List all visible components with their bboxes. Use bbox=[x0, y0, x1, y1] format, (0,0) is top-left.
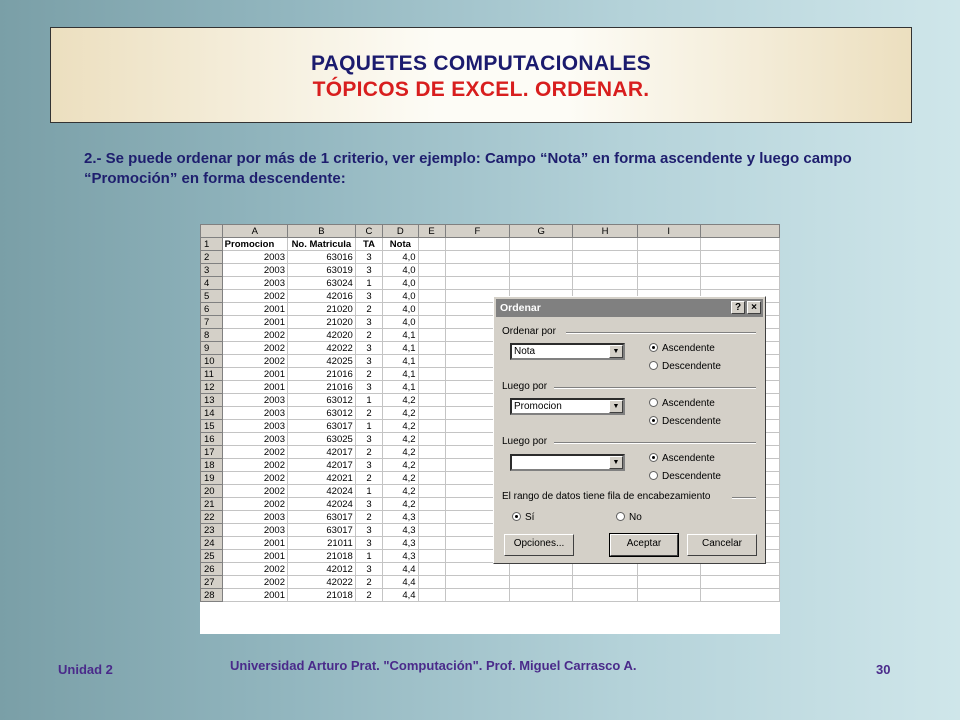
cell[interactable] bbox=[510, 589, 573, 602]
cell[interactable]: 2001 bbox=[222, 537, 287, 550]
ok-button[interactable]: Aceptar bbox=[610, 534, 678, 556]
select-all-corner[interactable] bbox=[201, 225, 223, 238]
column-header[interactable]: I bbox=[637, 225, 700, 238]
cell[interactable]: 4,2 bbox=[383, 394, 418, 407]
cell[interactable]: 21020 bbox=[288, 303, 356, 316]
sort-dialog bbox=[493, 296, 766, 564]
radio-icon bbox=[616, 512, 625, 521]
cell[interactable]: 2002 bbox=[222, 446, 287, 459]
row-header[interactable]: 22 bbox=[201, 511, 223, 524]
cell[interactable] bbox=[700, 238, 780, 251]
sort-by-select[interactable] bbox=[510, 343, 625, 360]
cell[interactable] bbox=[637, 264, 700, 277]
cell[interactable] bbox=[510, 264, 573, 277]
cell[interactable] bbox=[418, 433, 445, 446]
cell[interactable] bbox=[418, 342, 445, 355]
cell[interactable]: 2 bbox=[355, 446, 382, 459]
cell[interactable]: 63016 bbox=[288, 251, 356, 264]
cell[interactable] bbox=[573, 251, 638, 264]
cell[interactable]: 63024 bbox=[288, 277, 356, 290]
cell[interactable]: 4,1 bbox=[383, 368, 418, 381]
then-by-ascending-radio[interactable]: Ascendente bbox=[649, 398, 715, 410]
cell[interactable]: 2002 bbox=[222, 290, 287, 303]
footer-credits: Universidad Arturo Prat. "Computación". Prof. Miguel Carrasco A. bbox=[230, 658, 637, 673]
cell[interactable]: 63012 bbox=[288, 394, 356, 407]
cell[interactable]: 3 bbox=[355, 316, 382, 329]
table-row bbox=[201, 563, 780, 576]
cell[interactable] bbox=[637, 238, 700, 251]
row-header[interactable]: 23 bbox=[201, 524, 223, 537]
sort-by-label: Ordenar por bbox=[502, 326, 556, 337]
cell[interactable] bbox=[418, 420, 445, 433]
cell[interactable] bbox=[418, 524, 445, 537]
radio-icon bbox=[649, 398, 658, 407]
row-header[interactable]: 4 bbox=[201, 277, 223, 290]
cell[interactable]: 2001 bbox=[222, 550, 287, 563]
cell[interactable] bbox=[637, 251, 700, 264]
options-button[interactable]: Opciones... bbox=[504, 534, 574, 556]
row-header[interactable]: 14 bbox=[201, 407, 223, 420]
cell[interactable] bbox=[700, 277, 780, 290]
cell[interactable]: 42022 bbox=[288, 342, 356, 355]
row-header[interactable]: 28 bbox=[201, 589, 223, 602]
cell[interactable] bbox=[445, 251, 510, 264]
cell[interactable] bbox=[510, 576, 573, 589]
cell[interactable] bbox=[418, 498, 445, 511]
cell[interactable]: 2003 bbox=[222, 511, 287, 524]
cell[interactable]: Promocion bbox=[222, 238, 287, 251]
column-header[interactable]: C bbox=[355, 225, 382, 238]
cell[interactable] bbox=[510, 277, 573, 290]
header-no-radio[interactable]: No bbox=[616, 512, 642, 524]
cell[interactable] bbox=[573, 563, 638, 576]
then-by2-label: Luego por bbox=[502, 436, 548, 447]
cell[interactable]: 63025 bbox=[288, 433, 356, 446]
row-header[interactable]: 7 bbox=[201, 316, 223, 329]
row-header[interactable]: 19 bbox=[201, 472, 223, 485]
row-header[interactable]: 5 bbox=[201, 290, 223, 303]
cell[interactable]: 42021 bbox=[288, 472, 356, 485]
cell[interactable]: 21016 bbox=[288, 381, 356, 394]
cell[interactable] bbox=[418, 550, 445, 563]
cell[interactable]: 3 bbox=[355, 290, 382, 303]
cell[interactable]: 21018 bbox=[288, 550, 356, 563]
cell[interactable]: 1 bbox=[355, 420, 382, 433]
table-row bbox=[201, 589, 780, 602]
close-button[interactable]: × bbox=[747, 301, 761, 314]
cell[interactable]: 3 bbox=[355, 537, 382, 550]
cell[interactable]: 4,3 bbox=[383, 537, 418, 550]
cell[interactable]: 2002 bbox=[222, 355, 287, 368]
cell[interactable]: 4,0 bbox=[383, 251, 418, 264]
cell[interactable]: 4,1 bbox=[383, 381, 418, 394]
cell[interactable] bbox=[445, 264, 510, 277]
divider bbox=[554, 387, 756, 389]
cell[interactable]: 2 bbox=[355, 407, 382, 420]
cell[interactable]: 2002 bbox=[222, 342, 287, 355]
row-header[interactable]: 20 bbox=[201, 485, 223, 498]
cell[interactable]: 2001 bbox=[222, 589, 287, 602]
cell[interactable]: 3 bbox=[355, 264, 382, 277]
cell[interactable] bbox=[418, 537, 445, 550]
cell[interactable] bbox=[418, 485, 445, 498]
cell[interactable] bbox=[418, 472, 445, 485]
cell[interactable] bbox=[573, 264, 638, 277]
cell[interactable]: 2 bbox=[355, 472, 382, 485]
table-row bbox=[201, 264, 780, 277]
cell[interactable]: 3 bbox=[355, 355, 382, 368]
cell[interactable]: 2 bbox=[355, 511, 382, 524]
column-header[interactable]: E bbox=[418, 225, 445, 238]
cell[interactable] bbox=[445, 563, 510, 576]
cell[interactable] bbox=[418, 264, 445, 277]
then-by2-ascending-radio[interactable]: Ascendente bbox=[649, 453, 715, 465]
footer-page-number: 30 bbox=[876, 662, 891, 677]
cell[interactable] bbox=[573, 576, 638, 589]
cell[interactable]: 2001 bbox=[222, 381, 287, 394]
cell[interactable]: 2 bbox=[355, 576, 382, 589]
cell[interactable] bbox=[637, 277, 700, 290]
cell[interactable] bbox=[637, 576, 700, 589]
column-header[interactable]: F bbox=[445, 225, 510, 238]
table-row bbox=[201, 277, 780, 290]
cell[interactable]: 4,0 bbox=[383, 290, 418, 303]
then-by2-descending-radio[interactable]: Descendente bbox=[649, 471, 721, 483]
cell[interactable]: 2 bbox=[355, 303, 382, 316]
cell[interactable]: 4,2 bbox=[383, 407, 418, 420]
row-header[interactable]: 21 bbox=[201, 498, 223, 511]
dialog-title: Ordenar bbox=[500, 302, 541, 314]
column-header[interactable]: H bbox=[573, 225, 638, 238]
cell[interactable] bbox=[573, 589, 638, 602]
cell[interactable]: 4,3 bbox=[383, 550, 418, 563]
cell[interactable]: 21016 bbox=[288, 368, 356, 381]
cell[interactable] bbox=[418, 563, 445, 576]
cell[interactable]: 21020 bbox=[288, 316, 356, 329]
cell[interactable]: 1 bbox=[355, 277, 382, 290]
radio-icon bbox=[649, 361, 658, 370]
cell[interactable]: 2002 bbox=[222, 459, 287, 472]
cell[interactable]: 4,4 bbox=[383, 576, 418, 589]
row-header[interactable]: 6 bbox=[201, 303, 223, 316]
column-header[interactable]: D bbox=[383, 225, 418, 238]
cell[interactable]: 2002 bbox=[222, 329, 287, 342]
cell[interactable]: 4,0 bbox=[383, 264, 418, 277]
cell[interactable] bbox=[510, 563, 573, 576]
then-by-value: Promocion bbox=[514, 401, 562, 412]
cell[interactable]: 4,4 bbox=[383, 563, 418, 576]
cell[interactable]: 3 bbox=[355, 251, 382, 264]
cell[interactable]: 63019 bbox=[288, 264, 356, 277]
cell[interactable] bbox=[418, 290, 445, 303]
cell[interactable] bbox=[445, 576, 510, 589]
row-header[interactable]: 24 bbox=[201, 537, 223, 550]
cell[interactable]: 4,2 bbox=[383, 472, 418, 485]
then-by-descending-radio[interactable]: Descendente bbox=[649, 416, 721, 428]
cell[interactable]: 3 bbox=[355, 459, 382, 472]
cell[interactable] bbox=[637, 563, 700, 576]
divider bbox=[732, 497, 756, 499]
radio-selected-icon bbox=[649, 416, 658, 425]
cell[interactable] bbox=[418, 368, 445, 381]
slide-subtitle: TÓPICOS DE EXCEL. ORDENAR. bbox=[312, 78, 650, 101]
divider bbox=[566, 332, 756, 334]
dialog-title-bar bbox=[496, 299, 763, 317]
cell[interactable] bbox=[418, 329, 445, 342]
chevron-down-icon[interactable]: ▼ bbox=[609, 345, 623, 358]
cell[interactable]: 42017 bbox=[288, 459, 356, 472]
cell[interactable]: 2003 bbox=[222, 433, 287, 446]
cell[interactable]: 2 bbox=[355, 589, 382, 602]
then-by-select[interactable] bbox=[510, 398, 625, 415]
cell[interactable]: 42024 bbox=[288, 485, 356, 498]
cell[interactable]: 4,2 bbox=[383, 420, 418, 433]
table-row bbox=[201, 251, 780, 264]
footer-unit: Unidad 2 bbox=[58, 662, 113, 677]
cell[interactable]: 42022 bbox=[288, 576, 356, 589]
radio-selected-icon bbox=[512, 512, 521, 521]
row-header[interactable]: 12 bbox=[201, 381, 223, 394]
cell[interactable] bbox=[418, 303, 445, 316]
row-header[interactable]: 17 bbox=[201, 446, 223, 459]
slide-title: PAQUETES COMPUTACIONALES bbox=[310, 52, 652, 75]
cell[interactable]: 2003 bbox=[222, 251, 287, 264]
cell[interactable] bbox=[418, 316, 445, 329]
row-header[interactable]: 27 bbox=[201, 576, 223, 589]
cell[interactable]: 2002 bbox=[222, 485, 287, 498]
row-header[interactable]: 15 bbox=[201, 420, 223, 433]
row-header[interactable]: 25 bbox=[201, 550, 223, 563]
cell[interactable]: 42016 bbox=[288, 290, 356, 303]
cell[interactable] bbox=[445, 277, 510, 290]
cell[interactable]: 4,1 bbox=[383, 329, 418, 342]
cell[interactable]: 42024 bbox=[288, 498, 356, 511]
cell[interactable]: 2 bbox=[355, 368, 382, 381]
cell[interactable]: 3 bbox=[355, 381, 382, 394]
cell[interactable]: 4,0 bbox=[383, 303, 418, 316]
cell[interactable]: 4,2 bbox=[383, 446, 418, 459]
cell[interactable] bbox=[418, 277, 445, 290]
cell[interactable]: 2002 bbox=[222, 498, 287, 511]
then-by2-select[interactable] bbox=[510, 454, 625, 471]
cell[interactable]: 63017 bbox=[288, 524, 356, 537]
sort-by-ascending-radio[interactable]: Ascendente bbox=[649, 343, 715, 355]
cell[interactable]: 2003 bbox=[222, 277, 287, 290]
sort-by-descending-radio[interactable]: Descendente bbox=[649, 361, 721, 373]
row-header[interactable]: 2 bbox=[201, 251, 223, 264]
cell[interactable]: 2001 bbox=[222, 368, 287, 381]
cancel-button[interactable]: Cancelar bbox=[687, 534, 757, 556]
cell[interactable] bbox=[573, 238, 638, 251]
cell[interactable] bbox=[510, 251, 573, 264]
cell[interactable] bbox=[700, 576, 780, 589]
cell[interactable]: 42020 bbox=[288, 329, 356, 342]
cell[interactable] bbox=[510, 238, 573, 251]
cell[interactable]: TA bbox=[355, 238, 382, 251]
sort-by-value: Nota bbox=[514, 346, 536, 357]
cell[interactable]: 21011 bbox=[288, 537, 356, 550]
cell[interactable]: 2002 bbox=[222, 472, 287, 485]
cell[interactable]: 1 bbox=[355, 550, 382, 563]
cell[interactable]: 2003 bbox=[222, 394, 287, 407]
then-by-label: Luego por bbox=[502, 381, 548, 392]
cell[interactable] bbox=[418, 407, 445, 420]
cell[interactable]: 4,2 bbox=[383, 498, 418, 511]
cell[interactable]: 4,2 bbox=[383, 459, 418, 472]
row-header[interactable]: 8 bbox=[201, 329, 223, 342]
cell[interactable]: Nota bbox=[383, 238, 418, 251]
cell[interactable]: 4,3 bbox=[383, 524, 418, 537]
cell[interactable]: 3 bbox=[355, 524, 382, 537]
radio-selected-icon bbox=[649, 343, 658, 352]
radio-icon bbox=[649, 471, 658, 480]
column-header[interactable]: G bbox=[510, 225, 573, 238]
row-header[interactable]: 1 bbox=[201, 238, 223, 251]
cell[interactable] bbox=[418, 511, 445, 524]
title-box bbox=[50, 27, 912, 123]
cell[interactable]: 3 bbox=[355, 563, 382, 576]
cell[interactable]: 4,1 bbox=[383, 342, 418, 355]
cell[interactable] bbox=[418, 446, 445, 459]
row-header[interactable]: 9 bbox=[201, 342, 223, 355]
row-header[interactable]: 11 bbox=[201, 368, 223, 381]
row-header[interactable]: 10 bbox=[201, 355, 223, 368]
chevron-down-icon[interactable]: ▼ bbox=[609, 400, 623, 413]
cell[interactable]: 21018 bbox=[288, 589, 356, 602]
cell[interactable]: 2002 bbox=[222, 563, 287, 576]
cell[interactable] bbox=[418, 589, 445, 602]
cell[interactable]: 2003 bbox=[222, 407, 287, 420]
cell[interactable] bbox=[700, 251, 780, 264]
row-header[interactable]: 13 bbox=[201, 394, 223, 407]
cell[interactable] bbox=[637, 589, 700, 602]
cell[interactable] bbox=[445, 589, 510, 602]
cell[interactable]: 2003 bbox=[222, 524, 287, 537]
column-header[interactable] bbox=[700, 225, 780, 238]
cell[interactable] bbox=[700, 264, 780, 277]
cell[interactable]: 2003 bbox=[222, 264, 287, 277]
help-button[interactable]: ? bbox=[731, 301, 745, 314]
cell[interactable]: 4,4 bbox=[383, 589, 418, 602]
chevron-down-icon[interactable]: ▼ bbox=[609, 456, 623, 469]
cell[interactable] bbox=[700, 563, 780, 576]
cell[interactable] bbox=[418, 381, 445, 394]
cell[interactable]: 2003 bbox=[222, 420, 287, 433]
row-header[interactable]: 18 bbox=[201, 459, 223, 472]
cell[interactable]: 2002 bbox=[222, 576, 287, 589]
cell[interactable] bbox=[573, 277, 638, 290]
cell[interactable] bbox=[700, 589, 780, 602]
intro-text: 2.- Se puede ordenar por más de 1 criterio, ver ejemplo: Campo “Nota” en forma ascendente y luego campo “Promoción” en forma descendente: bbox=[84, 150, 852, 187]
cell[interactable]: 2 bbox=[355, 329, 382, 342]
cell[interactable]: 3 bbox=[355, 342, 382, 355]
cell[interactable]: 4,0 bbox=[383, 316, 418, 329]
cell[interactable]: 4,2 bbox=[383, 433, 418, 446]
cell[interactable]: 2001 bbox=[222, 316, 287, 329]
cell[interactable]: 4,2 bbox=[383, 485, 418, 498]
cell[interactable] bbox=[418, 576, 445, 589]
cell[interactable] bbox=[418, 251, 445, 264]
column-header[interactable]: B bbox=[288, 225, 356, 238]
cell[interactable] bbox=[418, 238, 445, 251]
row-header[interactable]: 3 bbox=[201, 264, 223, 277]
row-header[interactable]: 26 bbox=[201, 563, 223, 576]
cell[interactable] bbox=[445, 238, 510, 251]
cell[interactable]: 63017 bbox=[288, 420, 356, 433]
cell[interactable]: No. Matricula bbox=[288, 238, 356, 251]
table-row bbox=[201, 576, 780, 589]
cell[interactable]: 63017 bbox=[288, 511, 356, 524]
cell[interactable]: 42012 bbox=[288, 563, 356, 576]
cell[interactable]: 1 bbox=[355, 485, 382, 498]
cell[interactable] bbox=[418, 394, 445, 407]
radio-selected-icon bbox=[649, 453, 658, 462]
cell[interactable]: 42017 bbox=[288, 446, 356, 459]
row-header[interactable]: 16 bbox=[201, 433, 223, 446]
table-row bbox=[201, 238, 780, 251]
cell[interactable]: 63012 bbox=[288, 407, 356, 420]
header-row-label: El rango de datos tiene fila de encabezamiento bbox=[502, 491, 711, 502]
cell[interactable]: 3 bbox=[355, 433, 382, 446]
cell[interactable]: 1 bbox=[355, 394, 382, 407]
column-header[interactable]: A bbox=[222, 225, 287, 238]
cell[interactable] bbox=[418, 459, 445, 472]
header-yes-radio[interactable]: Sí bbox=[512, 512, 534, 524]
cell[interactable]: 4,0 bbox=[383, 277, 418, 290]
cell[interactable]: 42025 bbox=[288, 355, 356, 368]
cell[interactable] bbox=[418, 355, 445, 368]
cell[interactable]: 3 bbox=[355, 498, 382, 511]
cell[interactable]: 4,3 bbox=[383, 511, 418, 524]
cell[interactable]: 4,1 bbox=[383, 355, 418, 368]
divider bbox=[554, 442, 756, 444]
cell[interactable]: 2001 bbox=[222, 303, 287, 316]
